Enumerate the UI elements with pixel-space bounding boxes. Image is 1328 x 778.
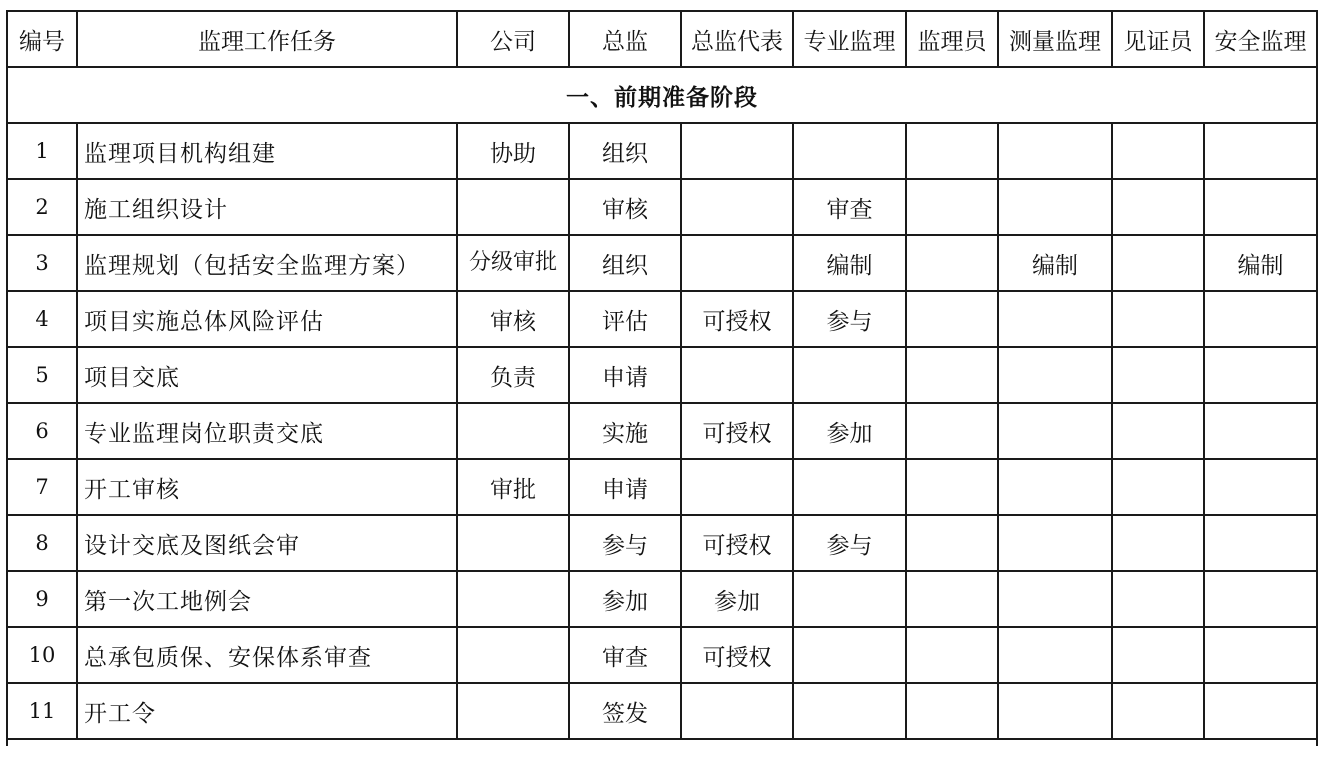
header-company: 公司 xyxy=(457,11,569,67)
row-safety xyxy=(1204,403,1317,459)
header-number: 编号 xyxy=(7,11,77,67)
row-company xyxy=(457,515,569,571)
row-survey xyxy=(998,179,1112,235)
row-chief: 审查 xyxy=(569,627,681,683)
row-number: 8 xyxy=(7,515,77,571)
header-survey: 测量监理 xyxy=(998,11,1112,67)
row-witness xyxy=(1112,627,1204,683)
row-number: 9 xyxy=(7,571,77,627)
row-safety xyxy=(1204,683,1317,739)
row-survey: 编制 xyxy=(998,235,1112,291)
row-supervisor xyxy=(906,683,998,739)
row-chief: 申请 xyxy=(569,459,681,515)
row-supervisor xyxy=(906,291,998,347)
row-safety xyxy=(1204,179,1317,235)
row-safety xyxy=(1204,571,1317,627)
table-row xyxy=(7,235,1317,291)
row-witness xyxy=(1112,235,1204,291)
row-specialist: 审查 xyxy=(793,179,906,235)
table-row xyxy=(7,683,1317,739)
row-survey xyxy=(998,515,1112,571)
row-safety: 编制 xyxy=(1204,235,1317,291)
row-deputy: 可授权 xyxy=(681,403,793,459)
row-deputy: 可授权 xyxy=(681,291,793,347)
row-task: 项目实施总体风险评估 xyxy=(77,291,457,347)
row-task: 监理项目机构组建 xyxy=(77,123,457,179)
table-row xyxy=(7,347,1317,403)
row-supervisor xyxy=(906,571,998,627)
header-task: 监理工作任务 xyxy=(77,11,457,67)
row-specialist xyxy=(793,347,906,403)
header-supervisor: 监理员 xyxy=(906,11,998,67)
row-task: 专业监理岗位职责交底 xyxy=(77,403,457,459)
table-row xyxy=(7,515,1317,571)
row-deputy xyxy=(681,179,793,235)
table-row xyxy=(7,459,1317,515)
row-survey xyxy=(998,683,1112,739)
row-deputy: 参加 xyxy=(681,571,793,627)
row-company: 审核 xyxy=(457,291,569,347)
table-row xyxy=(7,291,1317,347)
row-task: 总承包质保、安保体系审查 xyxy=(77,627,457,683)
row-deputy xyxy=(681,459,793,515)
row-task: 设计交底及图纸会审 xyxy=(77,515,457,571)
row-specialist: 参加 xyxy=(793,403,906,459)
row-number: 4 xyxy=(7,291,77,347)
table-row xyxy=(7,123,1317,179)
row-specialist xyxy=(793,683,906,739)
row-specialist xyxy=(793,571,906,627)
table-row-partial xyxy=(7,739,1317,746)
row-specialist: 参与 xyxy=(793,291,906,347)
header-chief: 总监 xyxy=(569,11,681,67)
section-row xyxy=(7,67,1317,123)
row-survey xyxy=(998,291,1112,347)
row-task: 施工组织设计 xyxy=(77,179,457,235)
row-survey xyxy=(998,571,1112,627)
row-supervisor xyxy=(906,459,998,515)
row-specialist xyxy=(793,627,906,683)
row-deputy: 可授权 xyxy=(681,627,793,683)
row-chief: 实施 xyxy=(569,403,681,459)
row-witness xyxy=(1112,291,1204,347)
header-deputy: 总监代表 xyxy=(681,11,793,67)
row-chief: 签发 xyxy=(569,683,681,739)
row-witness xyxy=(1112,683,1204,739)
table-row xyxy=(7,627,1317,683)
row-company xyxy=(457,571,569,627)
row-safety xyxy=(1204,459,1317,515)
row-survey xyxy=(998,459,1112,515)
header-safety: 安全监理 xyxy=(1204,11,1317,67)
row-number: 5 xyxy=(7,347,77,403)
row-witness xyxy=(1112,515,1204,571)
partial-cell xyxy=(7,739,1317,746)
row-company xyxy=(457,627,569,683)
row-witness xyxy=(1112,571,1204,627)
row-task: 监理规划（包括安全监理方案） xyxy=(77,235,457,291)
row-task: 第一次工地例会 xyxy=(77,571,457,627)
row-safety xyxy=(1204,515,1317,571)
row-supervisor xyxy=(906,347,998,403)
row-number: 10 xyxy=(7,627,77,683)
table-row xyxy=(7,571,1317,627)
row-specialist: 编制 xyxy=(793,235,906,291)
row-deputy xyxy=(681,347,793,403)
row-chief: 申请 xyxy=(569,347,681,403)
row-witness xyxy=(1112,179,1204,235)
row-deputy xyxy=(681,683,793,739)
row-survey xyxy=(998,627,1112,683)
row-number: 6 xyxy=(7,403,77,459)
row-safety xyxy=(1204,627,1317,683)
row-number: 7 xyxy=(7,459,77,515)
row-safety xyxy=(1204,347,1317,403)
row-chief: 审核 xyxy=(569,179,681,235)
row-specialist xyxy=(793,459,906,515)
row-deputy xyxy=(681,123,793,179)
row-chief: 组织 xyxy=(569,123,681,179)
table-row xyxy=(7,403,1317,459)
row-company xyxy=(457,403,569,459)
header-row xyxy=(7,11,1317,67)
row-supervisor xyxy=(906,515,998,571)
row-witness xyxy=(1112,347,1204,403)
row-specialist: 参与 xyxy=(793,515,906,571)
row-supervisor xyxy=(906,179,998,235)
row-chief: 评估 xyxy=(569,291,681,347)
row-task: 开工令 xyxy=(77,683,457,739)
row-company: 协助 xyxy=(457,123,569,179)
row-number: 3 xyxy=(7,235,77,291)
row-supervisor xyxy=(906,235,998,291)
row-witness xyxy=(1112,403,1204,459)
row-number: 1 xyxy=(7,123,77,179)
row-deputy: 可授权 xyxy=(681,515,793,571)
row-survey xyxy=(998,123,1112,179)
row-task: 开工审核 xyxy=(77,459,457,515)
header-specialist: 专业监理 xyxy=(793,11,906,67)
row-number: 2 xyxy=(7,179,77,235)
row-company: 负责 xyxy=(457,347,569,403)
row-chief: 组织 xyxy=(569,235,681,291)
section-title: 一、前期准备阶段 xyxy=(7,67,1317,123)
row-safety xyxy=(1204,123,1317,179)
row-company: 分级审批 xyxy=(457,235,569,291)
row-specialist xyxy=(793,123,906,179)
table-row xyxy=(7,179,1317,235)
row-witness xyxy=(1112,123,1204,179)
responsibility-table xyxy=(6,10,1318,746)
row-number: 11 xyxy=(7,683,77,739)
row-witness xyxy=(1112,459,1204,515)
row-safety xyxy=(1204,291,1317,347)
row-task: 项目交底 xyxy=(77,347,457,403)
row-company: 审批 xyxy=(457,459,569,515)
row-chief: 参与 xyxy=(569,515,681,571)
row-survey xyxy=(998,403,1112,459)
row-chief: 参加 xyxy=(569,571,681,627)
row-supervisor xyxy=(906,123,998,179)
row-deputy xyxy=(681,235,793,291)
row-company xyxy=(457,179,569,235)
header-witness: 见证员 xyxy=(1112,11,1204,67)
row-company xyxy=(457,683,569,739)
row-supervisor xyxy=(906,403,998,459)
row-survey xyxy=(998,347,1112,403)
row-supervisor xyxy=(906,627,998,683)
